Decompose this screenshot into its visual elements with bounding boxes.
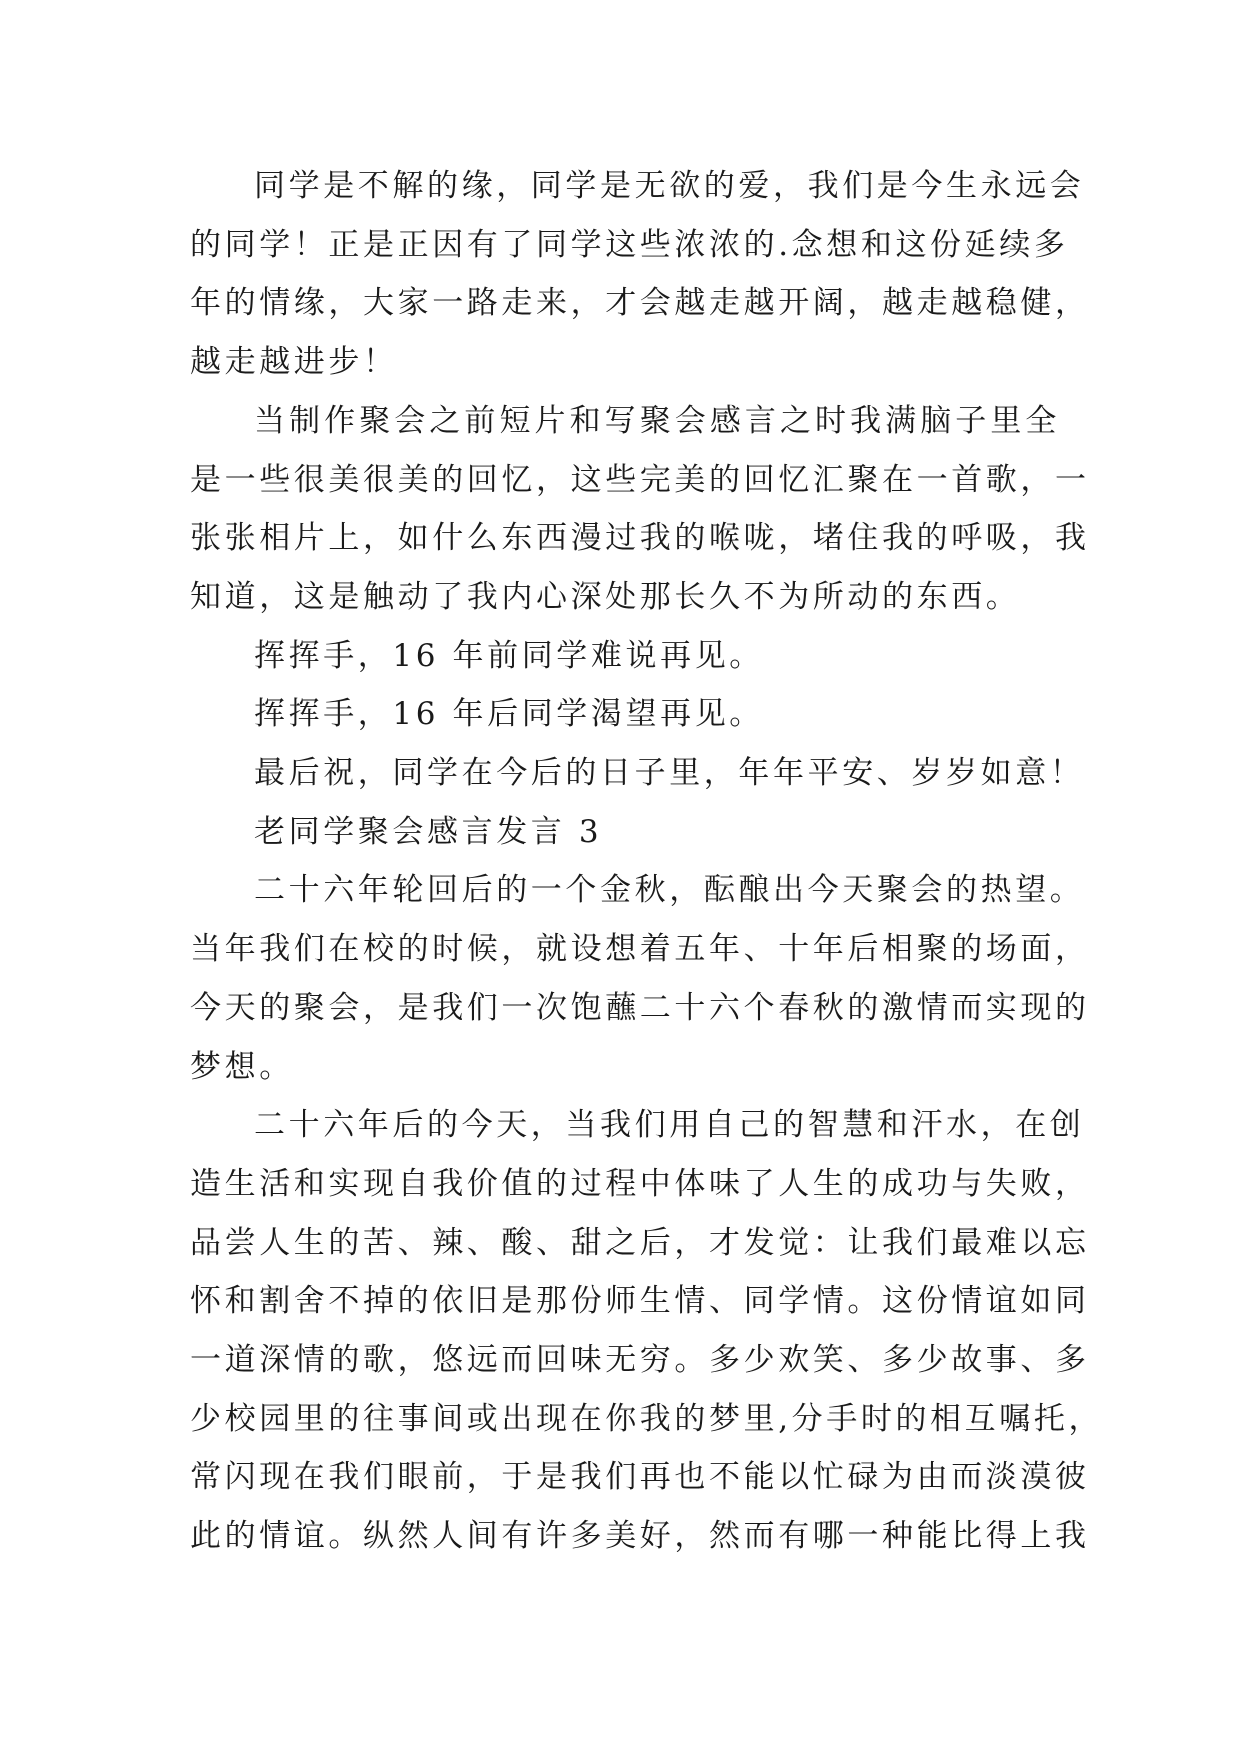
text-line: 怀和割舍不掉的依旧是那份师生情、同学情。这份情谊如同 <box>190 1283 1090 1320</box>
text-line: 同学是不解的缘，同学是无欲的爱，我们是今生永远会 <box>254 168 1085 204</box>
text-line: 当制作聚会之前短片和写聚会感言之时我满脑子里全 <box>254 402 1060 439</box>
text-line: 的同学！正是正因有了同学这些浓浓的.念想和这份延续多 <box>190 226 1069 263</box>
text-line: 二十六年后的今天，当我们用自己的智慧和汗水，在创 <box>254 1107 1085 1144</box>
text-line: 当年我们在校的时候，就设想着五年、十年后相聚的场面， <box>190 931 1090 968</box>
text-line: 此的情谊。纵然人间有许多美好，然而有哪一种能比得上我 <box>190 1518 1090 1555</box>
text-line: 张张相片上，如什么东西漫过我的喉咙，堵住我的呼吸，我 <box>190 520 1090 557</box>
text-line: 今天的聚会，是我们一次饱蘸二十六个春秋的激情而实现的 <box>190 989 1090 1026</box>
text-line: 梦想。 <box>190 1048 294 1085</box>
text-line: 二十六年轮回后的一个金秋，酝酿出今天聚会的热望。 <box>254 872 1085 909</box>
text-line: 挥挥手，16 年前同学难说再见。 <box>254 637 764 674</box>
text-line: 少校园里的往事间或出现在你我的梦里,分手时的相互嘱托， <box>190 1400 1104 1437</box>
text-line: 最后祝，同学在今后的日子里，年年平安、岁岁如意！ <box>254 755 1085 791</box>
text-line: 老同学聚会感言发言 3 <box>254 813 603 850</box>
text-line: 一道深情的歌，悠远而回味无穷。多少欢笑、多少故事、多 <box>190 1342 1090 1378</box>
text-line: 挥挥手，16 年后同学渴望再见。 <box>254 696 764 733</box>
text-line: 造生活和实现自我价值的过程中体味了人生的成功与失败， <box>190 1165 1090 1202</box>
text-line: 常闪现在我们眼前，于是我们再也不能以忙碌为由而淡漠彼 <box>190 1459 1090 1496</box>
text-line: 越走越进步！ <box>190 344 398 381</box>
text-line: 知道，这是触动了我内心深处那长久不为所动的东西。 <box>190 578 1021 615</box>
text-line: 品尝人生的苦、辣、酸、甜之后，才发觉：让我们最难以忘 <box>190 1224 1090 1261</box>
text-line: 年的情缘，大家一路走来，才会越走越开阔，越走越稳健， <box>190 285 1090 322</box>
text-line: 是一些很美很美的回忆，这些完美的回忆汇聚在一首歌，一 <box>190 461 1090 498</box>
